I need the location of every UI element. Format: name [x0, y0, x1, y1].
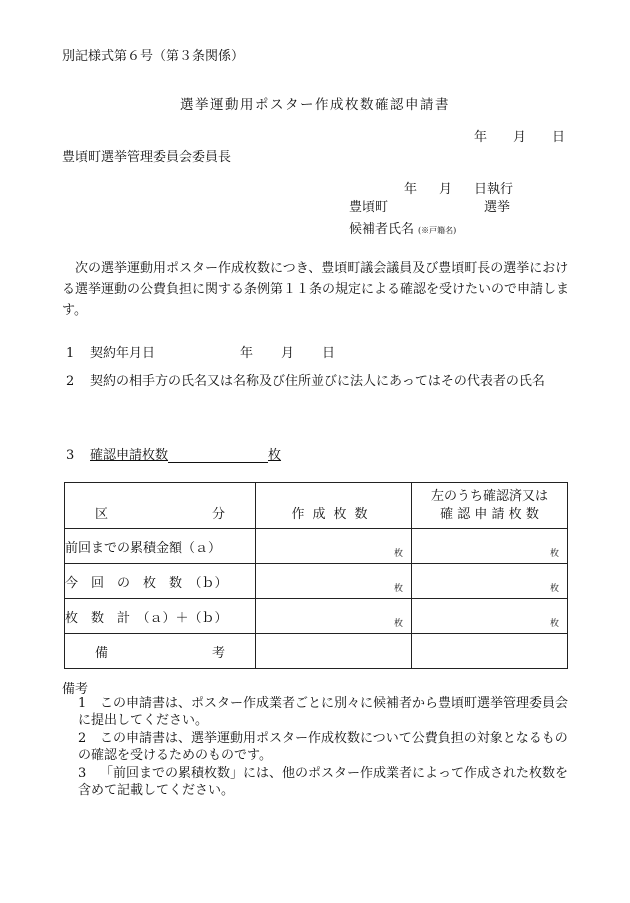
remarks-right: 考 [211, 645, 225, 661]
cell-sakusei[interactable] [256, 599, 412, 634]
table-row [65, 529, 568, 564]
item-number: 3 [66, 448, 75, 463]
header-kubun [65, 483, 256, 529]
election-date [404, 178, 513, 197]
item-contractor [66, 370, 545, 389]
unit-label: 枚 [549, 549, 559, 559]
contract-day: 日 [322, 346, 336, 361]
candidate-name-label [349, 218, 456, 237]
note-item [78, 765, 572, 799]
election-day: 日執行 [474, 182, 514, 197]
recipient: 豊頃町選挙管理委員会委員長 [62, 150, 232, 165]
date-day: 日 [552, 130, 566, 145]
header-sakusei [256, 483, 412, 529]
header-kubun-right: 分 [211, 507, 225, 522]
header-sakusei-text: 作成枚数 [291, 507, 376, 522]
election-month: 月 [439, 182, 453, 197]
item-request-count [66, 444, 281, 463]
unit-label: 枚 [393, 549, 403, 559]
remarks-label [65, 634, 256, 669]
note-item [78, 730, 572, 764]
cell-sakusei[interactable] [256, 564, 412, 599]
document-title: 選挙運動用ポスター作成枚数確認申請書 [180, 97, 450, 113]
header-confirmed-line1: 左のうち確認済又は [430, 488, 548, 504]
unit-label: 枚 [393, 619, 403, 629]
note-number: 2 [78, 731, 87, 746]
town-name: 豊頃町 [349, 200, 389, 215]
body-text: 次の選挙運動用ポスター作成枚数につき、豊頃町議会議員及び豊頃町長の選挙における選挙運動の公費負担に関する条例第１１条の規定による確認を受けたいので申請します。 [62, 261, 570, 318]
table-row [65, 564, 568, 599]
header-kubun-left: 区 [95, 507, 109, 522]
table-header-row [65, 483, 568, 529]
item-number: 2 [66, 374, 75, 389]
note-text: この申請書は、ポスター作成業者ごとに別々に候補者から豊頃町選挙管理委員会に提出してください。 [78, 696, 569, 728]
date-year: 年 [474, 130, 488, 145]
election-label: 選挙 [484, 200, 511, 215]
item-contract-date [66, 342, 335, 361]
item-number: 1 [66, 346, 75, 361]
application-date [474, 126, 565, 145]
cell-remarks-2[interactable] [412, 634, 568, 669]
form-label: 別記様式第６号（第３条関係） [62, 49, 245, 64]
note-number: 3 [78, 766, 87, 781]
row-label: 今 回 の 枚 数 （ｂ） [65, 564, 256, 599]
unit-label: 枚 [393, 584, 403, 594]
unit-label: 枚 [549, 619, 559, 629]
note-text: この申請書は、選挙運動用ポスター作成枚数について公費負担の対象となるものの確認を受けるためのものです。 [78, 731, 568, 763]
cell-confirmed[interactable] [412, 599, 568, 634]
header-confirmed [412, 483, 568, 529]
item-unit: 枚 [268, 448, 282, 463]
item-label: 契約の相手方の氏名又は名称及び住所並びに法人にあってはその代表者の氏名 [90, 374, 545, 389]
candidate-note: (※戸籍名) [418, 226, 457, 235]
header-confirmed-line2: 確 認 申 請 枚 数 [440, 506, 539, 522]
row-label: 枚 数 計 （ａ）＋（ｂ） [65, 599, 256, 634]
cell-sakusei[interactable] [256, 529, 412, 564]
unit-label: 枚 [549, 584, 559, 594]
table-row [65, 599, 568, 634]
item-label: 契約年月日 [90, 346, 156, 361]
count-table [64, 482, 568, 669]
notes-heading: 備考 [62, 682, 89, 697]
row-label: 前回までの累積金額（ａ） [65, 529, 256, 564]
cell-confirmed[interactable] [412, 529, 568, 564]
contract-year: 年 [240, 346, 254, 361]
item-label: 確認申請枚数 [90, 448, 169, 463]
cell-confirmed[interactable] [412, 564, 568, 599]
note-number: 1 [78, 696, 87, 711]
date-month: 月 [513, 130, 527, 145]
candidate-label: 候補者氏名 [349, 222, 415, 237]
note-item [78, 695, 572, 729]
cell-remarks-1[interactable] [256, 634, 412, 669]
request-count-blank[interactable] [168, 448, 268, 463]
contract-month: 月 [281, 346, 295, 361]
note-text: 「前回までの累積枚数」には、他のポスター作成業者によって作成された枚数を含めて記載してください。 [78, 766, 569, 798]
table-row-remarks [65, 634, 568, 669]
election-year: 年 [404, 182, 418, 197]
remarks-left: 備 [95, 645, 109, 661]
